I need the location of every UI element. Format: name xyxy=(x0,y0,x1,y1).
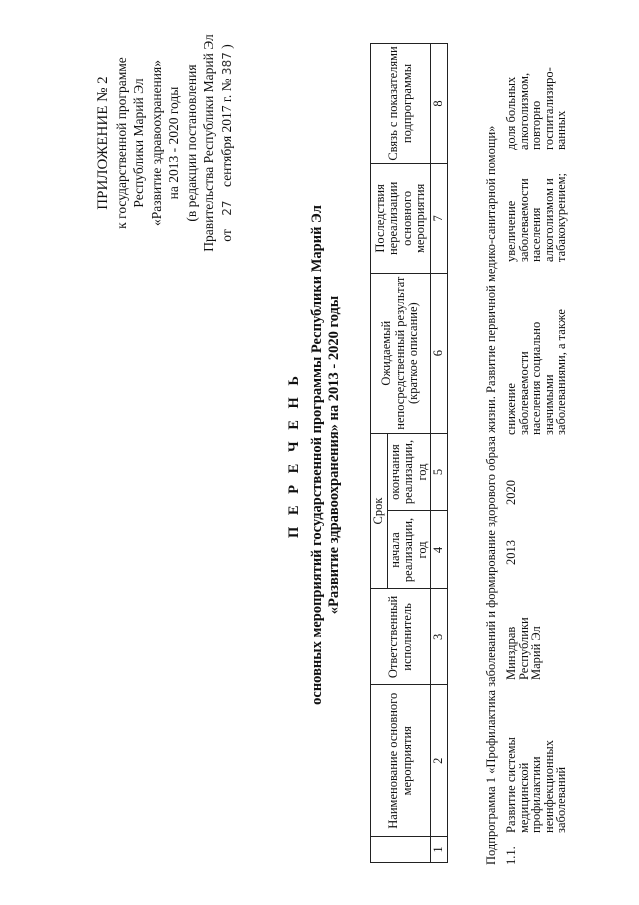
header-executor: Ответственный исполнитель xyxy=(371,589,431,685)
row-link-line: повторно xyxy=(529,100,543,150)
header-term: Срок xyxy=(371,433,388,589)
row-consequences-line: табакокурением; xyxy=(554,172,568,262)
appendix-line: ПРИЛОЖЕНИЕ № 2 xyxy=(95,76,111,210)
row-result-line: заболеваемости xyxy=(516,351,531,435)
column-number: 6 xyxy=(431,273,448,433)
column-number: 7 xyxy=(431,163,448,273)
appendix-line: Республики Марий Эл xyxy=(131,78,146,208)
subprogram-title: Подпрограмма 1 «Профилактика заболеваний и формирование здорового образа жизни. Развитие первичной медико-санитарной помощи» xyxy=(484,125,498,865)
handwritten-number: 387 xyxy=(219,52,234,76)
row-start: 2013 xyxy=(504,540,518,565)
row-consequences-line: увеличение xyxy=(504,200,518,262)
appendix-line: на 2013 - 2020 годы xyxy=(166,86,181,200)
header-end: окончания реализации, год xyxy=(387,433,431,511)
row-executor xyxy=(505,617,543,680)
appendix-block xyxy=(95,0,236,293)
date-month-year: сентября 2017 г. № xyxy=(218,78,234,187)
measures-table xyxy=(370,43,448,863)
row-name-line: медицинской xyxy=(516,762,531,833)
column-number: 4 xyxy=(431,511,448,589)
handwritten-day: 27 xyxy=(219,200,234,216)
document-title: П Е Р Е Ч Е Н Ь xyxy=(286,371,302,539)
row-result-line: заболеваниями, а также xyxy=(554,309,568,435)
row-link-line: алкоголизмом, xyxy=(516,72,531,150)
row-result xyxy=(505,309,568,435)
row-name-line: профилактики xyxy=(529,756,543,833)
heading-line-1: основных мероприятий государственной программы Республики Марий Эл xyxy=(309,205,325,705)
row-end: 2020 xyxy=(504,480,518,505)
row-name xyxy=(505,693,568,833)
row-link xyxy=(505,67,568,150)
appendix-date-line xyxy=(218,0,237,293)
row-link-line: ванных xyxy=(554,110,568,150)
appendix-line: к государственной программе xyxy=(113,57,129,229)
appendix-line: Правительства Республики Марий Эл xyxy=(201,34,216,252)
header-link: Связь с показателями подпрограммы xyxy=(371,44,431,164)
column-number: 3 xyxy=(431,589,448,685)
column-number: 1 xyxy=(431,837,448,863)
appendix-line: «Развитие здравоохранения» xyxy=(148,60,164,226)
row-name-line: неинфекционных xyxy=(541,740,556,833)
row-executor-line: Марий Эл xyxy=(529,626,543,680)
row-result-line: населения социально xyxy=(529,321,543,435)
header-start: начала реализации, год xyxy=(387,511,431,589)
closing-paren: ) xyxy=(218,44,234,49)
header-index xyxy=(371,837,431,863)
row-name-text: Развитие системы xyxy=(504,737,518,833)
header-name: Наименование основного мероприятия xyxy=(371,685,431,837)
row-name-line xyxy=(505,693,518,833)
appendix-line: (в редакции постановления xyxy=(183,64,199,222)
row-executor-line: Республики xyxy=(516,617,531,680)
row-number: 1.1. xyxy=(504,846,518,865)
header-result: Ожидаемый непосредственный результат (краткое описание) xyxy=(371,273,431,433)
column-number: 2 xyxy=(431,685,448,837)
document-heading xyxy=(286,105,343,805)
row-name-line: заболеваний xyxy=(554,766,568,833)
row-link-line: доля больных xyxy=(504,76,518,150)
column-number: 5 xyxy=(431,433,448,511)
row-consequences xyxy=(505,173,568,262)
row-result-line: значимыми xyxy=(541,374,556,435)
row-result-line: снижение xyxy=(504,383,518,435)
row-link-line: госпитализиро- xyxy=(541,67,556,150)
row-consequences-line: алкоголизмом и xyxy=(541,178,556,262)
row-consequences-line: заболеваемости xyxy=(516,178,531,262)
date-prefix: от xyxy=(218,229,234,242)
row-consequences-line: населения xyxy=(529,207,543,262)
column-number: 8 xyxy=(431,44,448,164)
row-executor-line: Минздрав xyxy=(504,626,518,680)
header-consequences: Последствия нереализации основного мероприятия xyxy=(371,163,431,273)
heading-line-2: «Развитие здравоохранения» на 2013 - 2020 годы xyxy=(326,295,342,615)
